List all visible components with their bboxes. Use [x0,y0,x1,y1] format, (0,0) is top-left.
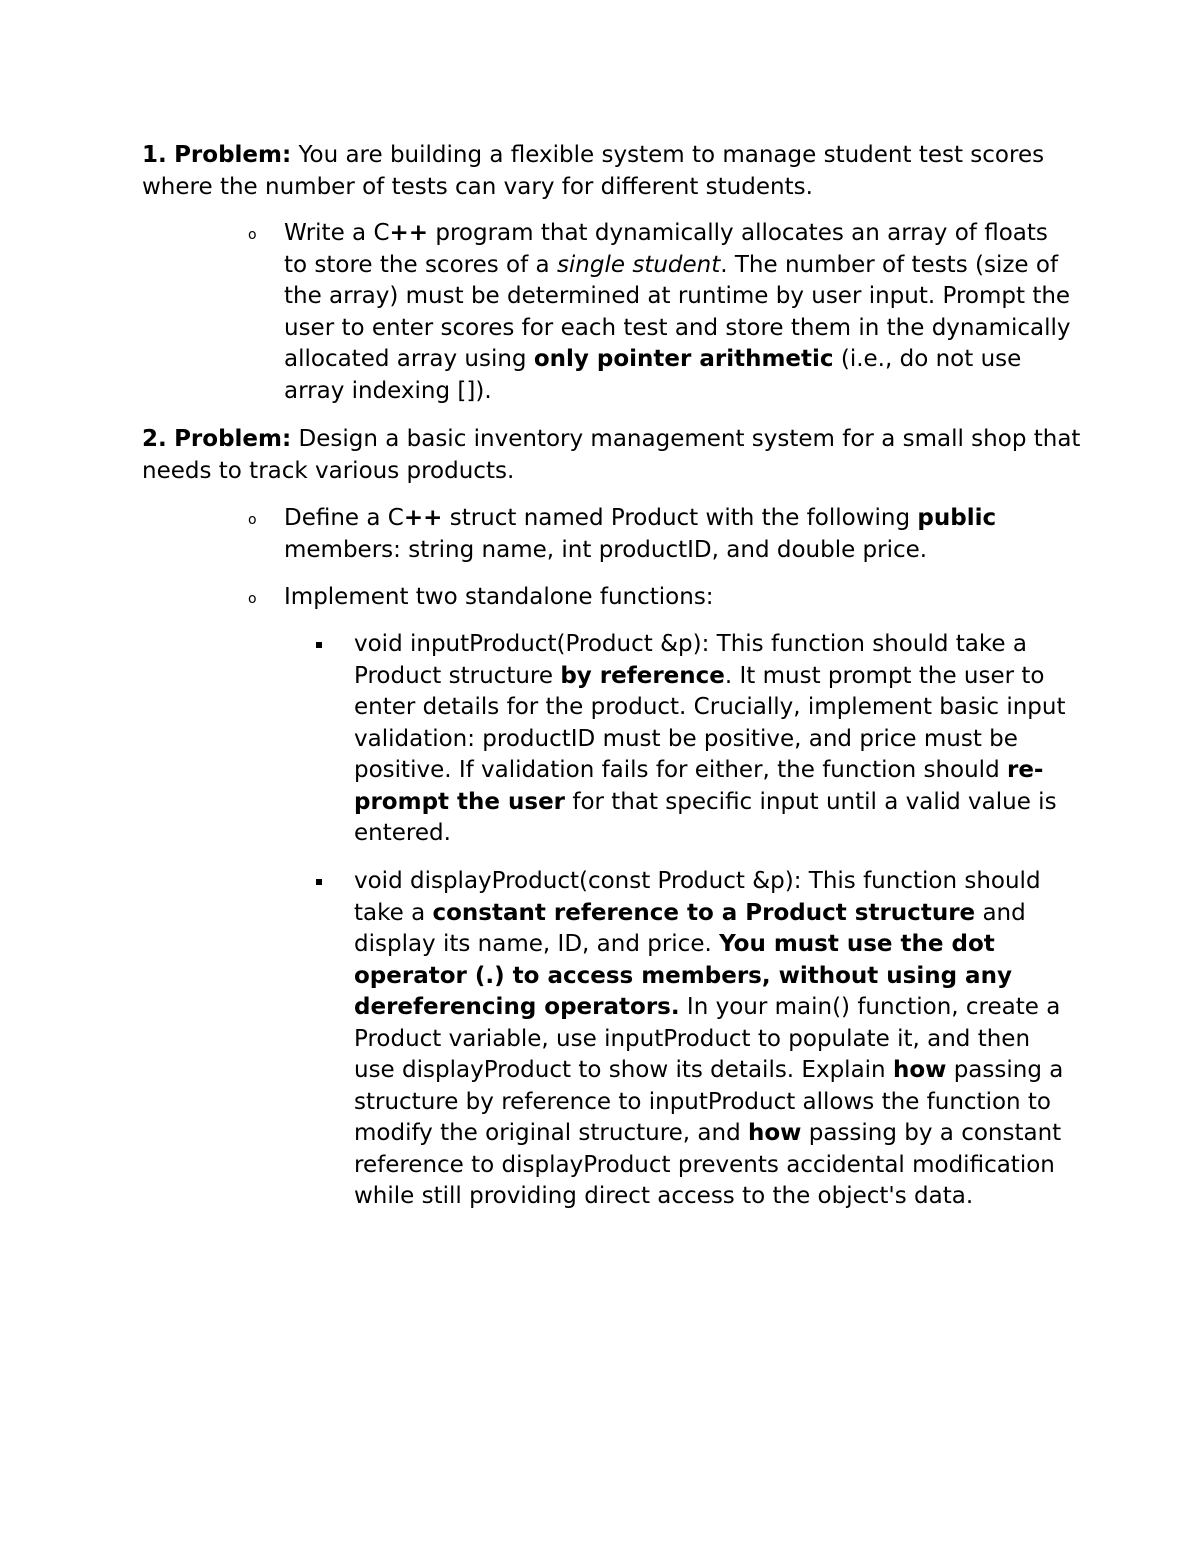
text-run: In your main() function, create a Product variable, use inputProduct to populate it, and then use displayProduct to show its details. Explain [354,994,1061,1083]
problem-2-item-2-bullet: o [248,591,257,607]
text-run: how [892,1057,947,1083]
text-run: Write a C [284,220,390,246]
text-run: (i.e., do not use array indexing []). [284,346,1022,404]
problem-2-item-2 [284,582,1074,614]
text-run: and display its name, ID, and price. [354,899,1026,957]
text-run: public [917,505,997,531]
problem-1-heading [142,140,1082,203]
text-run: for that specific input until a valid value is entered. [354,788,1057,846]
text-run: Implement two standalone functions: [284,584,714,610]
text-run: . The number of tests (size of the array) must be determined at runtime by user input. Prompt the user to enter scores for each test and store them in the dynamically allocated array using [284,251,1071,372]
problem-1-item-1-bullet: o [248,227,257,243]
problem-1-item-1 [284,218,1074,407]
text-run: re-prompt the user [354,757,1044,815]
text-run: members: string name, int productID, and double price. [284,536,928,563]
problem-2-subitem-2 [354,866,1074,1213]
text-run: only pointer arithmetic [533,346,834,372]
problem-2-heading [142,424,1082,487]
problem-2-subitem-1-bullet [316,642,322,648]
text-run: void inputProduct(Product &p): This function should take a Product structure [354,631,1027,689]
problem-1-number: 1. [142,142,167,168]
text-run: void displayProduct(const Product &p): This function should take a [354,868,1041,926]
text-run: passing a structure by reference to inputProduct allows the function to modify the original structure, and [354,1057,1064,1146]
problem-2-item-1 [284,503,1074,566]
problem-2-label: Problem: [174,426,292,452]
text-run: single student [556,251,721,278]
text-run: by reference [560,662,725,689]
problem-1-text: You are building a flexible system to manage student test scores where the number of tests can vary for different students. [142,142,1045,200]
text-run: program that dynamically allocates an array of floats to store the scores of a [284,220,1048,278]
problem-2-subitem-1 [354,629,1074,850]
problem-2-subitem-2-bullet [316,879,322,885]
problem-2-number: 2. [142,426,167,452]
problem-2-text: Design a basic inventory management system for a small shop that needs to track various products. [142,426,1081,484]
text-run: . It must prompt the user to enter details for the product. Crucially, implement basic input validation: productID must be positive, and price must be positive. If validation fails for either, the function should [354,662,1066,783]
text-run: You must use the dot operator (.) to access members, without using any dereferencing operators. [354,931,1012,1020]
problem-1-label: Problem: [174,142,292,168]
text-run: constant reference to a Product structure [432,899,976,926]
text-run: ++ [389,220,429,246]
text-run: struct named Product with the following [442,505,918,531]
text-run: passing by a constant reference to displayProduct prevents accidental modification while still providing direct access to the object's data. [354,1120,1062,1209]
text-run: Define a C [284,505,404,531]
text-run: how [748,1120,802,1146]
text-run: ++ [403,505,443,531]
problem-2-item-1-bullet: o [248,512,257,528]
